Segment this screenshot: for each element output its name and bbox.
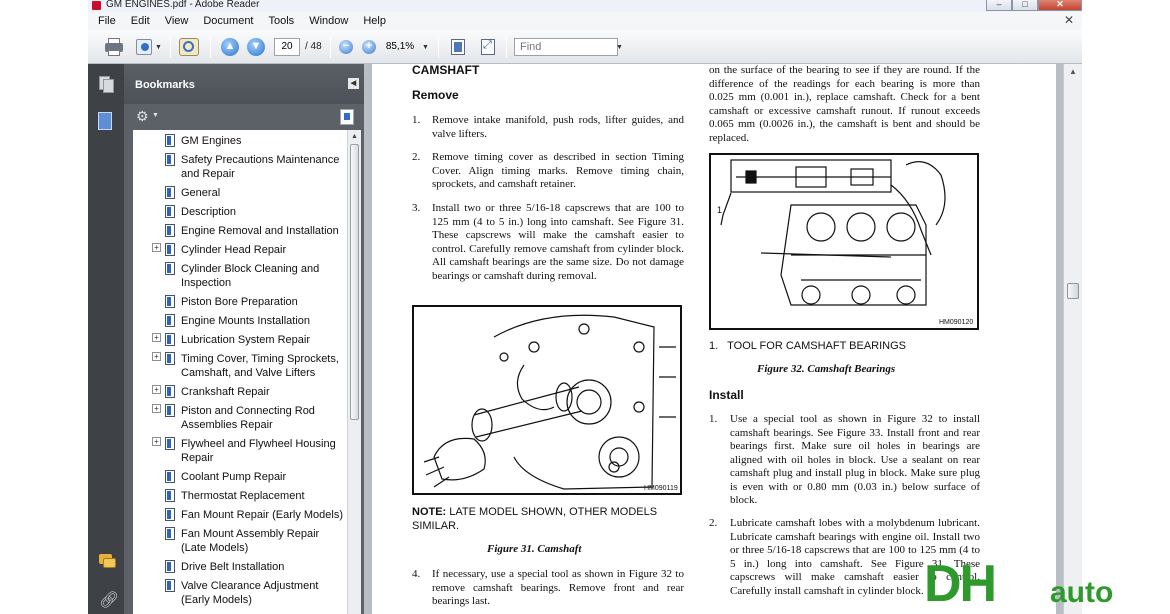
bookmarks-header xyxy=(124,64,364,104)
remove-step-4: If necessary, use a special tool as shown in Figure 32 to remove camshaft bearings. Remove front and rear bearings last. xyxy=(432,568,684,607)
find-input[interactable]: Find xyxy=(514,38,618,56)
toolbar-separator xyxy=(438,36,439,58)
window-title: GM ENGINES.pdf - Adobe Reader xyxy=(106,0,260,10)
menu-window[interactable]: Window xyxy=(309,15,349,27)
review-button[interactable] xyxy=(178,37,200,57)
bookmark-item[interactable]: Engine Removal and Installation xyxy=(133,224,347,238)
toolbar xyxy=(88,30,1082,64)
close-document-icon[interactable]: ✕ xyxy=(1063,13,1074,27)
previous-page-button[interactable] xyxy=(220,37,240,57)
chevron-down-icon[interactable]: ▼ xyxy=(422,44,429,51)
bookmark-item[interactable]: Engine Mounts Installation xyxy=(133,314,347,328)
bookmark-icon xyxy=(165,205,175,218)
bookmarks-toolbar xyxy=(124,104,364,130)
figure-31-caption: Figure 31. Camshaft xyxy=(487,543,582,555)
bookmarks-title: Bookmarks xyxy=(135,79,195,91)
bookmark-item[interactable]: + Crankshaft Repair xyxy=(133,385,347,399)
chevron-down-icon: ▼ xyxy=(155,44,162,51)
expand-icon xyxy=(481,39,495,55)
remove-step-1: Remove intake manifold, push rods, lifter guides, and valve lifters. xyxy=(432,114,684,140)
remove-step-2: Remove timing cover as described in section Timing Cover. Align timing marks. Remove timing chain, sprockets, and camshaft retainer. xyxy=(432,151,684,190)
full-screen-button[interactable] xyxy=(478,37,498,57)
pdf-page: CAMSHAFT Remove 1. Remove intake manifold, push rods, lifter guides, and valve lifters. 2. Remove timing cover as described in section Timing Cover. Align timing marks. Remove timing chain, sprockets, and camshaft retainer. 3. Install two or three 5/16-18 capscrews that are 100 to 125 mm (4 to 5 in.) long into camshaft. See Figure 31. These capscrews will make the camshaft easier to control. Carefully remove camshaft from cylinder block. All camshaft bearings are the same size. Do not damage bearings or camshaft during removal. HM090119 NOTE: LATE MODEL SHOWN, OTHER MODELS SIMILAR. Figure 31. Camshaft 4. If necessary, use a special tool as shown in Figure 32 to remove camshaft bearings. Remove front and rear bearings last. on the surface of the bearing to see if they are round. If the difference of the readings for each bearing is more than 0.025 mm (0.001 in.), replace camshaft. Check for a bent camshaft or excessive camshaft runout. If runout exceeds 0.065 mm (0.0026 in.), the camshaft is bent and should be replaced. 1 HM090120 1. TOOL FOR CAMSHAFT BEARINGS Figure 32. Camshaft Bearings Install 1. Use a special tool as shown in Figure 32 to install camshaft bearings. See Figure 33. Install front and rear bearings first. Make sure oil holes in bearings are aligned with oil holes in block. Use a sealant on rear camshaft plug and install plug in block. Make sure plug is even with or 0.80 mm (0.03 in.) below surface of block. 2. Lubricate camshaft lobes with a molybdenum lubricant. Lubricate camshaft bearings with engine oil. Install two or three 5/16-18 capscrews that are 100 to 125 mm (4 to 5 in.) long into camshaft. See Figure 31. These capscrews will make camshaft easier to control. Carefully install camshaft in cylinder block. xyxy=(372,64,1056,614)
bookmark-item[interactable]: Fan Mount Repair (Early Models) xyxy=(133,508,347,522)
pages-panel-button[interactable] xyxy=(99,76,114,94)
maximize-button[interactable]: □ xyxy=(1012,0,1038,11)
watermark-suffix: auto xyxy=(1050,576,1114,609)
menu-view[interactable]: View xyxy=(164,15,189,27)
bookmark-icon xyxy=(165,385,175,398)
bookmark-icon xyxy=(165,527,175,540)
watermark-logo xyxy=(918,555,1170,614)
bookmarks-panel xyxy=(124,64,364,614)
bookmark-icon xyxy=(165,262,175,275)
install-step-2: Lubricate camshaft lobes with a molybdenum lubricant. Lubricate camshaft bearings with engine oil. Install two or three 5/16-18 capscrews that are 100 to 125 mm (4 to 5 in.) long into camshaft. See Figure 31. These capscrews will make camshaft easier to control. Carefully install camshaft in cylinder block. xyxy=(730,517,980,597)
desktop-right-margin xyxy=(1082,0,1170,614)
bookmark-item[interactable]: Safety Precautions Maintenance and Repair xyxy=(133,153,347,181)
bookmark-icon xyxy=(98,112,112,130)
install-step-1: Use a special tool as shown in Figure 32 to install camshaft bearings. See Figure 33. Install front and rear bearings first. Make sure oil holes in bearings are aligned with oil holes in block. Use a sealant on rear camshaft plug and install plug in block. Make sure plug is even with or 0.80 mm (0.03 in.) below surface of block. xyxy=(730,413,980,506)
navigation-pane-strip xyxy=(88,64,124,614)
bookmark-icon xyxy=(165,295,175,308)
bookmark-item[interactable]: + Flywheel and Flywheel Housing Repair xyxy=(133,437,347,465)
options-gear-icon[interactable]: ⚙ xyxy=(136,108,149,124)
zoom-out-button[interactable] xyxy=(338,37,354,57)
bookmark-icon xyxy=(165,224,175,237)
figure-32-caption: Figure 32. Camshaft Bearings xyxy=(757,363,896,375)
bookmark-item[interactable]: Drive Belt Installation xyxy=(133,560,347,574)
expand-toggle[interactable]: + xyxy=(152,385,161,394)
comments-panel-button[interactable] xyxy=(99,554,114,572)
next-page-button[interactable] xyxy=(246,37,266,57)
bookmark-item[interactable]: Coolant Pump Repair xyxy=(133,470,347,484)
window-controls xyxy=(986,0,1082,11)
figure-31-camshaft xyxy=(412,305,682,495)
toolbar-separator xyxy=(210,36,211,58)
bookmark-icon xyxy=(165,153,175,166)
figure-31-note: NOTE: LATE MODEL SHOWN, OTHER MODELS SIMILAR. xyxy=(412,506,658,532)
expand-toggle[interactable]: + xyxy=(152,437,161,446)
remove-step-3: Install two or three 5/16-18 capscrews that are 100 to 125 mm (4 to 5 in.) long into camshaft. See Figure 31. These capscrews will make the camshaft easier to control. Carefully remove camshaft from cylinder block. All camshaft bearings are the same size. Do not damage bearings or camshaft during removal. xyxy=(432,202,684,282)
expand-toggle[interactable]: + xyxy=(152,352,161,361)
scrollbar-thumb[interactable] xyxy=(350,144,359,420)
chevron-down-icon[interactable]: ▼ xyxy=(616,44,623,51)
camshaft-illustration xyxy=(414,307,680,493)
remove-heading: Remove xyxy=(412,88,459,102)
scrollbar-thumb[interactable] xyxy=(1067,283,1079,299)
bookmarks-scrollbar[interactable] xyxy=(347,130,361,614)
bookmark-item[interactable]: + Cylinder Head Repair xyxy=(133,243,347,257)
figure-31-code: HM090119 xyxy=(644,485,678,492)
bookmark-item[interactable]: + Lubrication System Repair xyxy=(133,333,347,347)
scroll-up-icon[interactable]: ▲ xyxy=(1069,67,1077,76)
chevron-down-icon[interactable]: ▼ xyxy=(152,112,159,119)
menu-document[interactable]: Document xyxy=(203,15,254,27)
bookmark-item[interactable]: Fan Mount Assembly Repair (Late Models) xyxy=(133,527,347,555)
bookmark-item[interactable]: Valve Clearance Adjustment (Early Models) xyxy=(133,579,347,607)
bookmark-item[interactable]: Piston Bore Preparation xyxy=(133,295,347,309)
zoom-out-icon: − xyxy=(339,40,353,54)
bookmark-item[interactable]: Cylinder Block Cleaning and Inspection xyxy=(133,262,347,290)
bookmark-icon xyxy=(165,333,175,346)
bookmark-icon xyxy=(165,579,175,592)
bookmark-item[interactable]: GM Engines xyxy=(133,134,347,148)
bookmarks-panel-button[interactable] xyxy=(98,112,113,130)
bookmark-icon xyxy=(165,134,175,147)
minimize-button[interactable]: – xyxy=(986,0,1012,11)
document-scrollbar[interactable] xyxy=(1063,64,1082,614)
attachments-panel-button[interactable] xyxy=(99,590,120,609)
figure-32-legend: 1. TOOL FOR CAMSHAFT BEARINGS xyxy=(709,340,907,352)
zoom-level-select[interactable]: 85,1% xyxy=(385,41,415,52)
bookmark-item[interactable]: General xyxy=(133,186,347,200)
menu-file[interactable]: File xyxy=(98,15,116,27)
figure-32-code: HM090120 xyxy=(939,319,974,326)
inspection-text: on the surface of the bearing to see if they are round. If the difference of the readings for each bearing is more than 0.025 mm (0.001 in.), replace camshaft. Check for a bent camshaft or excessive camshaft runout. If runout exceeds 0.065 mm (0.0026 in.), the camshaft is bent and should be replaced. xyxy=(709,64,980,144)
bookmark-icon xyxy=(165,352,175,365)
bookmark-icon xyxy=(165,243,175,256)
menu-bar xyxy=(88,12,1082,30)
bookmark-icon xyxy=(165,470,175,483)
collapse-panel-icon[interactable]: ◀ xyxy=(348,78,359,89)
toolbar-separator xyxy=(506,36,507,58)
fit-page-icon xyxy=(451,39,465,55)
title-bar xyxy=(88,0,1082,12)
watermark-text: DH xyxy=(924,555,996,613)
arrow-down-icon: ▼ xyxy=(247,38,265,56)
page-total: / 48 xyxy=(305,41,322,52)
menu-tools[interactable]: Tools xyxy=(268,15,295,27)
expand-toggle[interactable]: + xyxy=(152,404,161,413)
arrow-up-icon: ▲ xyxy=(221,38,239,56)
print-button[interactable] xyxy=(104,37,124,57)
bookmark-icon xyxy=(165,314,175,327)
toolbar-separator xyxy=(330,36,331,58)
bearing-tool-illustration xyxy=(711,155,977,328)
figure-32-camshaft-bearings xyxy=(709,153,979,330)
bookmark-item[interactable]: + Piston and Connecting Rod Assemblies Repair xyxy=(133,404,347,432)
scroll-up-icon[interactable]: ▲ xyxy=(351,133,358,140)
section-title: CAMSHAFT xyxy=(412,63,480,77)
bookmark-item[interactable]: Thermostat Replacement xyxy=(133,489,347,503)
desktop-left-margin xyxy=(0,0,88,614)
toolbar-separator xyxy=(170,36,171,58)
document-viewport xyxy=(364,64,1063,614)
menu-help[interactable]: Help xyxy=(363,15,386,27)
bookmark-item[interactable]: Description xyxy=(133,205,347,219)
page-number-input[interactable]: 20 xyxy=(274,38,300,56)
bookmark-icon xyxy=(165,489,175,502)
expand-toggle[interactable]: + xyxy=(152,243,161,252)
zoom-in-button[interactable] xyxy=(361,37,377,57)
expand-toggle[interactable]: + xyxy=(152,333,161,342)
bookmark-icon xyxy=(165,508,175,521)
bookmark-item[interactable]: + Timing Cover, Timing Sprockets, Camshaft, and Valve Lifters xyxy=(133,352,347,380)
close-button[interactable]: ✕ xyxy=(1038,0,1082,11)
bookmark-icon xyxy=(165,437,175,450)
paperclip-icon: 🔗︎ xyxy=(99,592,120,609)
zoom-in-icon: + xyxy=(362,40,376,54)
install-heading: Install xyxy=(709,388,744,402)
new-bookmark-icon[interactable] xyxy=(340,109,354,125)
adobe-reader-icon xyxy=(92,1,101,10)
menu-edit[interactable]: Edit xyxy=(130,15,150,27)
fit-page-button[interactable] xyxy=(448,37,468,57)
bookmark-icon xyxy=(165,560,175,573)
bookmarks-tree xyxy=(133,130,347,614)
collaborate-button[interactable] xyxy=(134,37,162,57)
bookmark-icon xyxy=(165,186,175,199)
bookmark-icon xyxy=(165,404,175,417)
figure-32-callout: 1 xyxy=(717,205,723,215)
